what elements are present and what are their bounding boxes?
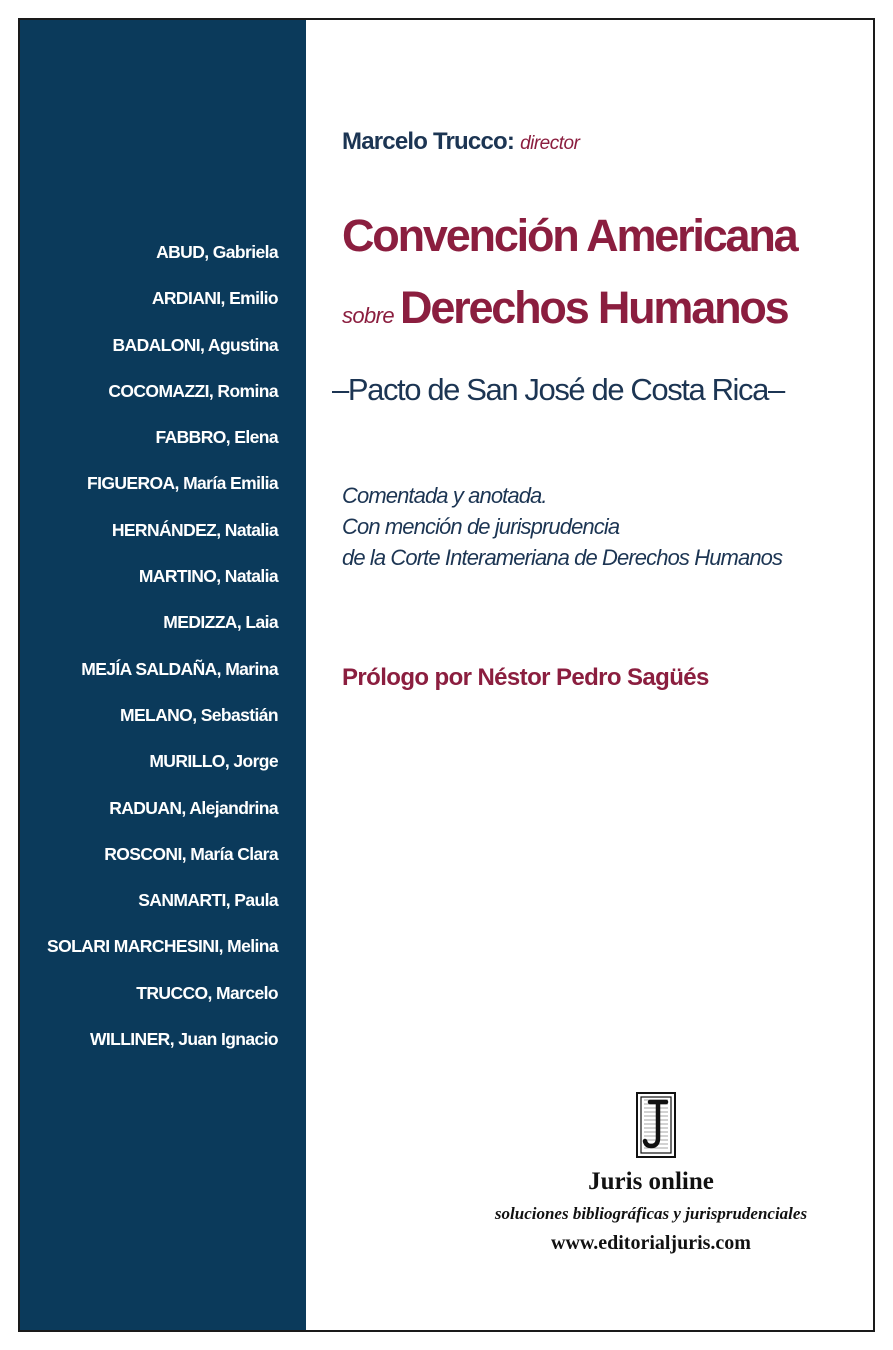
book-subtitle: –Pacto de San José de Costa Rica– — [332, 372, 784, 407]
author-name: FABBRO, Elena — [155, 427, 278, 448]
author-name: MURILLO, Jorge — [149, 751, 278, 772]
author-name: HERNÁNDEZ, Natalia — [111, 519, 278, 540]
publisher-name: Juris online — [588, 1168, 714, 1195]
director-line — [342, 128, 579, 156]
book-cover — [18, 18, 875, 1332]
author-name: COCOMAZZI, Romina — [108, 380, 278, 401]
author-name: TRUCCO, Marcelo — [136, 982, 278, 1003]
author-list — [47, 229, 278, 1062]
author-name: ROSCONI, María Clara — [104, 843, 278, 864]
author-name: ABUD, Gabriela — [156, 242, 278, 262]
author-name: FIGUEROA, María Emilia — [86, 473, 278, 494]
author-name: MEJÍA SALDAÑA, Marina — [81, 658, 278, 679]
director-name: Marcelo Trucco: — [342, 128, 515, 155]
description-line: de la Corte Interameriana de Derechos Humanos — [342, 545, 783, 570]
director-role: director — [520, 133, 580, 154]
author-name: WILLINER, Juan Ignacio — [89, 1029, 278, 1050]
author-name: MELANO, Sebastián — [119, 704, 278, 725]
author-name: MEDIZZA, Laia — [163, 612, 278, 633]
description-line: Comentada y anotada. — [342, 483, 547, 508]
author-name: MARTINO, Natalia — [138, 566, 278, 587]
author-name: BADALONI, Agustina — [112, 334, 278, 355]
author-sidebar — [20, 20, 306, 1330]
description-line: Con mención de jurisprudencia — [342, 514, 620, 539]
book-description — [342, 480, 782, 573]
author-name: ARDIANI, Emilio — [151, 288, 278, 309]
juris-j-logo-icon — [636, 1092, 676, 1158]
cover-main-panel — [306, 20, 873, 1330]
publisher-url: www.editorialjuris.com — [551, 1232, 751, 1254]
author-name: SANMARTI, Paula — [138, 890, 278, 911]
book-title-line-2 — [342, 282, 787, 334]
prologue-credit: Prólogo por Néstor Pedro Sagüés — [342, 664, 709, 691]
title-main: Derechos Humanos — [400, 282, 788, 333]
author-name: SOLARI MARCHESINI, Melina — [47, 936, 278, 957]
publisher-tagline: soluciones bibliográficas y jurisprudenciales — [494, 1204, 808, 1223]
book-title-line-1: Convención Americana — [342, 210, 797, 261]
title-connector: sobre — [342, 303, 395, 328]
author-name: RADUAN, Alejandrina — [109, 797, 278, 818]
